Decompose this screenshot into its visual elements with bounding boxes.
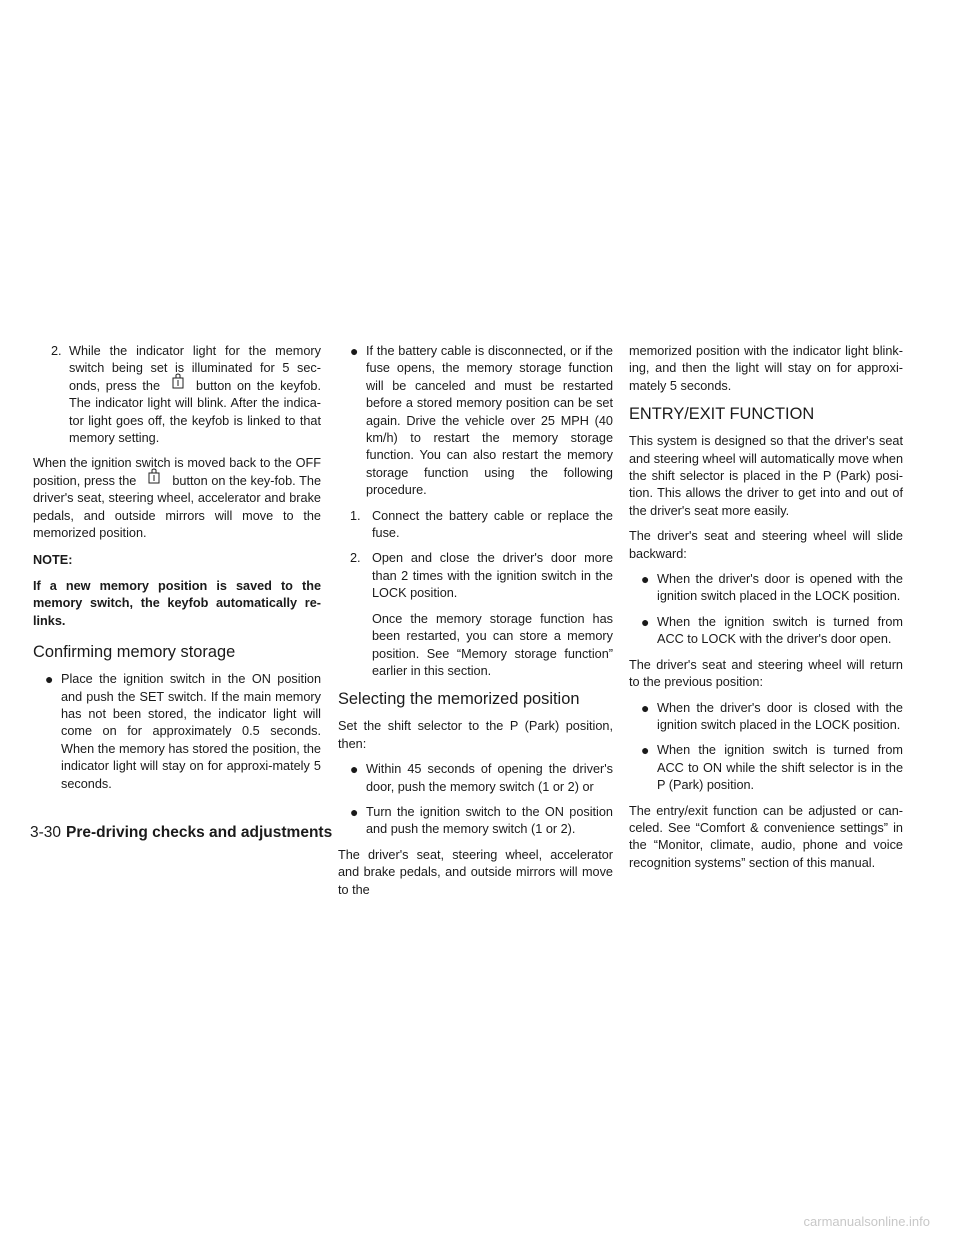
bullet-icon: ● bbox=[641, 699, 650, 716]
bullet-item bbox=[338, 804, 613, 839]
column-middle bbox=[338, 343, 613, 907]
paragraph bbox=[33, 455, 321, 542]
note-body: If a new memory position is saved to the memory switch, the keyfob automatically re-links. bbox=[33, 578, 321, 628]
bullet-text: Within 45 seconds of opening the driver's door, push the memory switch (1 or 2) or bbox=[366, 762, 613, 794]
bullet-item bbox=[33, 671, 321, 793]
step-number: 2. bbox=[51, 344, 62, 358]
page-number: 3-30 bbox=[30, 824, 62, 841]
paragraph: The entry/exit function can be adjusted or can-celed. See “Comfort & convenience settings” in the “Monitor, climate, audio, phone and voice recognition systems” section of this manual. bbox=[629, 803, 903, 870]
bullet-text: When the driver's door is opened with the ignition switch placed in the LOCK position. bbox=[657, 572, 903, 604]
paragraph: The driver's seat and steering wheel will slide backward: bbox=[629, 529, 903, 561]
paragraph: Set the shift selector to the P (Park) position, then: bbox=[338, 719, 613, 751]
paragraph: memorized position with the indicator light blink-ing, and then the light will stay on for approxi-mately 5 seconds. bbox=[629, 344, 903, 393]
column-left bbox=[33, 343, 321, 801]
bullet-icon: ● bbox=[350, 803, 359, 820]
bullet-text: When the driver's door is closed with the ignition switch placed in the LOCK position. bbox=[657, 700, 903, 732]
note-label: NOTE: bbox=[33, 553, 73, 568]
bullet-item bbox=[338, 761, 613, 796]
step-text: Connect the battery cable or replace the fuse. bbox=[372, 508, 613, 541]
bullet-icon: ● bbox=[45, 671, 54, 688]
step-sub-paragraph: Once the memory storage function has been restarted, you can store a memory position. See “Memory storage function” earlier in this section. bbox=[372, 611, 613, 678]
step-number: 2. bbox=[350, 551, 361, 566]
section-heading: ENTRY/EXIT FUNCTION bbox=[629, 405, 815, 424]
bullet-icon: ● bbox=[350, 761, 359, 778]
section-heading: Selecting the memorized position bbox=[338, 690, 580, 709]
step-text: While the indicator light for the memory switch being set is illuminated for 5 sec-onds, press the bbox=[69, 344, 321, 393]
paragraph-text: When the ignition switch is moved back to the OFF position, press the bbox=[33, 456, 321, 488]
bullet-item bbox=[629, 742, 903, 794]
bullet-icon: ● bbox=[641, 613, 650, 630]
bullet-icon: ● bbox=[641, 571, 650, 588]
section-heading: Confirming memory storage bbox=[33, 643, 236, 662]
key-icon bbox=[172, 373, 184, 394]
bullet-item bbox=[338, 343, 613, 500]
bullet-text: Turn the ignition switch to the ON position and push the memory switch (1 or 2). bbox=[366, 804, 613, 837]
column-right bbox=[629, 343, 903, 880]
step-2 bbox=[338, 550, 613, 602]
bullet-text: When the ignition switch is turned from ACC to LOCK with the driver's door open. bbox=[657, 614, 903, 647]
watermark: carmanualsonline.info bbox=[803, 1214, 930, 1229]
bullet-item bbox=[629, 614, 903, 649]
bullet-icon: ● bbox=[350, 343, 359, 359]
bullet-text: When the ignition switch is turned from ACC to ON while the shift selector is in the P (Park) position. bbox=[657, 743, 903, 793]
step-number: 1. bbox=[350, 508, 361, 523]
bullet-item bbox=[629, 571, 903, 606]
step-1 bbox=[338, 508, 613, 543]
step-text-cont: button on the keyfob. The indicator light will blink. After the indica-tor light goes off, the keyfob is linked to that memory setting. bbox=[69, 378, 321, 446]
paragraph: The driver's seat and steering wheel will return to the previous position: bbox=[629, 657, 903, 690]
bullet-text: Place the ignition switch in the ON position and push the SET switch. If the main memory has not been stored, the indicator light will come on for approximately 0.5 seconds. When the memory has stored the position, the indicator light will stay on for approxi-mately 5 seconds. bbox=[61, 672, 321, 791]
paragraph: The driver's seat, steering wheel, accelerator and brake pedals, and outside mirrors will move to the bbox=[338, 847, 613, 897]
bullet-text: If the battery cable is disconnected, or if the fuse opens, the memory storage function will be canceled and must be restarted before a stored memory position can be set again. Drive the vehicle over 25 MPH (40 km/h) to restart the memory storage function. You can also restart the memory storage function using the following procedure. bbox=[366, 344, 613, 498]
page-footer bbox=[30, 823, 332, 843]
step-text: Open and close the driver's door more than 2 times with the ignition switch in the LOCK position. bbox=[372, 551, 613, 601]
bullet-icon: ● bbox=[641, 742, 650, 759]
bullet-item bbox=[629, 700, 903, 735]
step-2 bbox=[33, 343, 321, 447]
section-title: Pre-driving checks and adjustments bbox=[66, 824, 333, 841]
paragraph: This system is designed so that the driver's seat and steering wheel will automatically move when the shift selector is placed in the P (Park) posi-tion. This allows the driver to get into and out of the driver's seat more easily. bbox=[629, 434, 903, 518]
paragraph-text-cont: button on the key-fob. The driver's seat, steering wheel, accelerator and brake pedals, and outside mirrors will move to the memorized position. bbox=[33, 473, 322, 541]
key-icon bbox=[148, 468, 160, 489]
